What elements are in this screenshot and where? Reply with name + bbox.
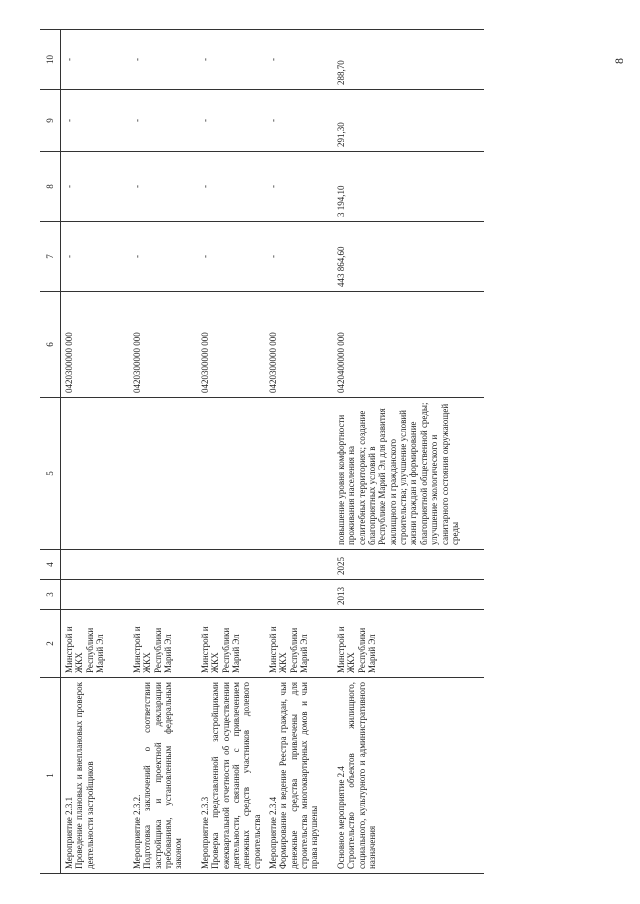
value-cell: - — [265, 152, 333, 222]
value-cell: - — [129, 152, 197, 222]
value-cell: - — [197, 30, 265, 90]
activity-description: Подготовка заключений о соответствии застройщика и проектной декларации требованиям, установленным федеральным законом — [142, 682, 184, 869]
header-cell: 2 — [40, 610, 61, 678]
end-year-cell — [197, 550, 265, 580]
end-year-cell — [129, 550, 197, 580]
value-cell: - — [61, 222, 130, 292]
budget-code-cell: 0420300000 000 — [129, 292, 197, 398]
activity-title: Основное мероприятие 2.4 — [336, 766, 347, 869]
start-year-cell: 2013 — [333, 580, 484, 610]
header-cell: 8 — [40, 152, 61, 222]
budget-code-cell: 0420400000 000 — [333, 292, 484, 398]
executor-cell: Минстрой и ЖКХ Республики Марий Эл — [197, 610, 265, 678]
header-cell: 9 — [40, 90, 61, 152]
activity-cell — [129, 678, 197, 874]
activity-cell — [265, 678, 333, 874]
result-cell — [61, 398, 130, 550]
activity-description: Проверка представленной застройщиками ежеквартальной отчетности об осуществлении деятельности, связанной с привлечением денежных средств участников долевого строительства — [210, 682, 262, 869]
value-cell: 443 864,60 — [333, 222, 484, 292]
budget-code-cell: 0420300000 000 — [61, 292, 130, 398]
result-cell: повышение уровня комфортности проживания населения на селитебных территориях; создание благоприятных условий в Республике Марий Эл для развития жилищного и гражданского строительства; улучшение условий жизни граждан и формирование благоприятной общественной среды; улучшение экологического и санитарного состояния окружающей среды — [333, 398, 484, 550]
start-year-cell — [265, 580, 333, 610]
activity-cell — [61, 678, 130, 874]
value-cell: - — [197, 222, 265, 292]
start-year-cell — [197, 580, 265, 610]
value-cell: - — [197, 90, 265, 152]
start-year-cell — [129, 580, 197, 610]
budget-code-cell: 0420300000 000 — [265, 292, 333, 398]
value-cell: - — [129, 30, 197, 90]
budget-code-cell: 0420300000 000 — [197, 292, 265, 398]
value-cell: - — [265, 222, 333, 292]
header-cell: 3 — [40, 580, 61, 610]
table-row — [333, 30, 484, 874]
value-cell: - — [61, 30, 130, 90]
header-cell: 4 — [40, 550, 61, 580]
header-row — [40, 30, 61, 874]
value-cell: - — [265, 30, 333, 90]
value-cell: - — [61, 90, 130, 152]
executor-cell: Минстрой и ЖКХ Республики Марий Эл — [61, 610, 130, 678]
value-cell: - — [129, 222, 197, 292]
activity-description: Проведение плановых и внеплановых проверок деятельности застройщиков — [74, 682, 95, 869]
end-year-cell — [61, 550, 130, 580]
header-cell: 7 — [40, 222, 61, 292]
header-cell: 5 — [40, 398, 61, 550]
value-cell: 3 194,10 — [333, 152, 484, 222]
page-number: 8 — [612, 58, 626, 64]
value-cell: - — [129, 90, 197, 152]
activity-cell — [197, 678, 265, 874]
end-year-cell — [265, 550, 333, 580]
result-cell — [129, 398, 197, 550]
table-row — [61, 30, 130, 874]
header-cell: 10 — [40, 30, 61, 90]
activity-title: Мероприятие 2.3.1 — [64, 796, 74, 869]
header-cell: 1 — [40, 678, 61, 874]
start-year-cell — [61, 580, 130, 610]
result-cell — [197, 398, 265, 550]
table-row — [265, 30, 333, 874]
header-cell: 6 — [40, 292, 61, 398]
end-year-cell: 2025 — [333, 550, 484, 580]
activity-description: Строительство объектов жилищного, социального, культурного и административного назначения — [346, 682, 378, 869]
result-cell — [265, 398, 333, 550]
activity-title: Мероприятие 2.3.4 — [268, 796, 279, 869]
value-cell: 291,30 — [333, 90, 484, 152]
value-cell: 288,70 — [333, 30, 484, 90]
activity-title: Мероприятие 2.3.2. — [132, 794, 142, 869]
executor-cell: Минстрой и ЖКХ Республики Марий Эл — [129, 610, 197, 678]
activity-title: Мероприятие 2.3.3 — [200, 796, 210, 869]
value-cell: - — [265, 90, 333, 152]
table-row — [129, 30, 197, 874]
activity-cell — [333, 678, 484, 874]
table-row — [197, 30, 265, 874]
activity-description: Формирование и ведение Реестра граждан, чьи денежные средства привлечены для строительства многоквартирных домов и чьи права нарушены — [278, 682, 320, 869]
program-table — [40, 29, 484, 874]
executor-cell: Минстрой и ЖКХ Республики Марий Эл — [265, 610, 333, 678]
executor-cell: Минстрой и ЖКХ Республики Марий Эл — [333, 610, 484, 678]
value-cell: - — [197, 152, 265, 222]
value-cell: - — [61, 152, 130, 222]
